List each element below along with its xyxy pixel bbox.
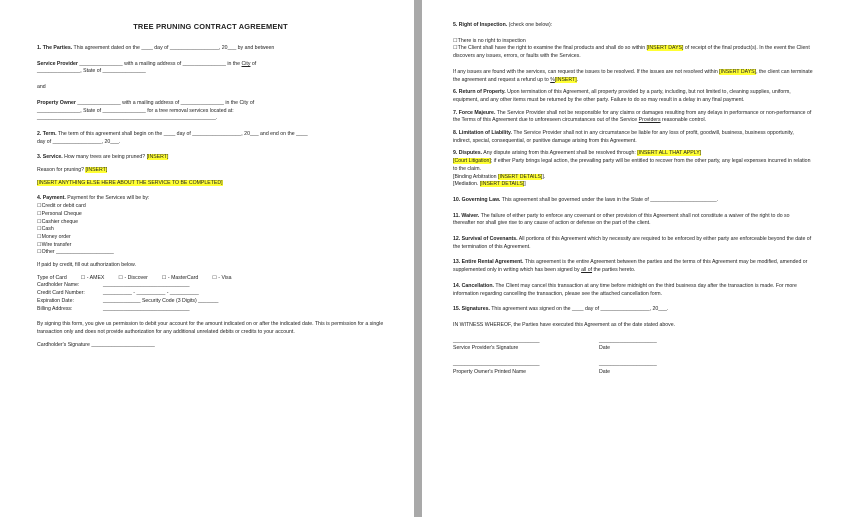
liability-clause: 8. Limitation of Liability. The Service Provider shall not in any circumstance be liable for any loss of profit, goodwill, business, business opportunity, indirect, special, consequential, or punitive damage arising from this Agreement. bbox=[453, 130, 794, 144]
parties-clause: 1. The Parties. This agreement dated on the ____ day of _________________, 20___ by and between bbox=[37, 45, 275, 51]
mediation-option: [Mediation. [INSERT DETAILS]] bbox=[453, 181, 526, 188]
date-field[interactable]: ____________________ bbox=[599, 361, 657, 368]
pruning-reason: Reason for pruning? [INSERT] bbox=[37, 167, 108, 174]
property-owner-line: Property Owner _______________ with a mailing address of _______________ in the City of bbox=[37, 99, 255, 106]
property-owner-name-label: Property Owner's Printed Name bbox=[453, 368, 527, 375]
issues-text: If any issues are found with the services, can request the issues to be resolved. If the issues are not resolved within [INSERT DAYS], the client can terminate the agreement and request a refund up to %[INSERT]. bbox=[453, 68, 813, 83]
governing-law-clause: 10. Governing Law. This agreement shall be governed under the laws in the State of _______________________. bbox=[453, 196, 719, 203]
service-insert-note: [INSERT ANYTHING ELSE HERE ABOUT THE SERVICE TO BE COMPLETED] bbox=[37, 179, 223, 186]
payment-option[interactable]: ☐Credit or debit card bbox=[37, 203, 86, 210]
signatures-clause: 15. Signatures. This agreement was signed on the ____ day of _________________, 20___. bbox=[453, 306, 669, 313]
term-clause-end: day of _________________, 20___. bbox=[37, 138, 121, 145]
signature-labels-row-2 bbox=[453, 369, 813, 377]
card-type-option[interactable]: ☐ - Discover bbox=[118, 274, 148, 281]
payment-option[interactable]: ☐Personal Cheque bbox=[37, 210, 82, 217]
payment-option[interactable]: ☐Cashier cheque bbox=[37, 218, 78, 225]
payment-clause: 4. Payment. Payment for the Services will be by: bbox=[37, 195, 150, 202]
card-number-row: Credit Card Number: __________ - __________ - __________ bbox=[37, 290, 199, 297]
document-page-left bbox=[0, 0, 414, 517]
property-owner-name-field[interactable]: ______________________________ bbox=[453, 361, 540, 368]
payment-option[interactable]: ☐Cash bbox=[37, 226, 54, 233]
authorization-text: By signing this form, you give us permission to debit your account for the amount indicated on or after the indicated date. This is permission for a single transaction only and does not provide authorization for any additional unrelated debits or credits to your account. bbox=[37, 321, 384, 335]
inspection-option[interactable]: ☐The Client shall have the right to examine the final products and shall do so within [INSERT DAYS] of receipt of the final product(s). In the event the Client discovers any issues, errors, or faults with the Services. bbox=[453, 45, 810, 60]
billing-address-field[interactable]: ______________________________ bbox=[103, 305, 190, 312]
property-owner-state: _______________, State of _______________ for a tree removal services located at: bbox=[37, 107, 234, 114]
service-provider-signature-label: Service Provider's Signature bbox=[453, 345, 519, 352]
date-field[interactable]: ____________________ bbox=[599, 337, 657, 344]
cardholder-name-row: Cardholder Name: ______________________________ bbox=[37, 282, 190, 289]
payment-option[interactable]: ☐Money order bbox=[37, 233, 71, 240]
card-type-row bbox=[37, 275, 384, 283]
cardholder-name-field[interactable]: ______________________________ bbox=[103, 282, 190, 289]
cardholder-signature-line[interactable]: Cardholder's Signature ______________________ bbox=[37, 341, 155, 348]
and-text: and bbox=[37, 84, 46, 91]
card-type-option[interactable]: ☐ - AMEX bbox=[80, 274, 105, 281]
service-provider-state: _______________, State of _______________ bbox=[37, 68, 146, 75]
service-provider-line: Service Provider _______________ with a mailing address of _______________ in the City of bbox=[37, 60, 257, 67]
payment-option[interactable]: ☐Wire transfer bbox=[37, 241, 72, 248]
signature-labels-row-1 bbox=[453, 345, 813, 353]
property-owner-address-line: ______________________________________________________________. bbox=[37, 115, 218, 122]
billing-address-row: Billing Address: ______________________________ bbox=[37, 305, 190, 312]
inspection-clause: 5. Right of Inspection. (check one below): bbox=[453, 22, 553, 28]
entire-agreement-clause: 13. Entire Rental Agreement. This agreement is the entire Agreement between the parties and the terms of this Agreement may be modified, amended or supplemented only in writing which has been signed by all of the parties hereto. bbox=[453, 259, 808, 274]
date-label: Date bbox=[599, 345, 610, 352]
court-litigation-option: [Court Litigation]; if either Party brings legal action, the prevailing party will be entitled to recover from the other party, any legal expenses incurred in relation to the claim. bbox=[453, 158, 811, 172]
payment-option[interactable]: ☐Other ____________________ bbox=[37, 249, 114, 256]
signature-lines-row-2 bbox=[453, 361, 813, 369]
force-majeure-clause: 7. Force Majeure. The Service Provider shall not be responsible for any claims or damages resulting from any delays in performance or non-performance of the Terms of this Agreement due to unforeseen circumstances out of the Service Providers reasonable control. bbox=[453, 109, 812, 124]
card-type-option[interactable]: ☐ - MasterCard bbox=[161, 274, 199, 281]
service-clause: 3. Service. How many trees are being pruned? [INSERT] bbox=[37, 154, 169, 161]
return-clause: 6. Return of Property. Upon termination of this Agreement, all property provided by a party, including, but not limited to, cleaning supplies, uniform, equipment, and any other items must be returned by the other party. Failure to do so may result in a delay in any final payment. bbox=[453, 89, 791, 103]
card-type-label: Type of Card bbox=[37, 274, 67, 281]
service-provider-signature-field[interactable]: ______________________________ bbox=[453, 337, 540, 344]
waiver-clause: 11. Waiver. The failure of either party to enforce any covenant or other provision of this Agreement shall not constitute a waiver of the right to do so thereafter nor shall give rise to any cause of action or defense on the part of the client. bbox=[453, 212, 790, 227]
survival-clause: 12. Survival of Covenants. All portions of this Agreement which by necessity are required to be enforced by either party are enforceable beyond the date of the termination of this Agreement. bbox=[453, 236, 812, 250]
disputes-clause: 9. Disputes. Any dispute arising from this Agreement shall be resolved through: [INSERT ALL THAT APPLY] bbox=[453, 150, 702, 157]
inspection-option[interactable]: ☐There is no right to inspection bbox=[453, 37, 526, 44]
witness-statement: IN WITNESS WHEREOF, the Parties have executed this Agreement as of the date stated above. bbox=[453, 321, 676, 328]
credit-intro: If paid by credit, fill out authorization below. bbox=[37, 262, 136, 269]
cancellation-clause: 14. Cancellation. The Client may cancel this transaction at any time before midnight on the third business day after the transaction is made. For more information regarding cancelling the transaction, please see the attached cancellation form. bbox=[453, 282, 797, 297]
card-type-option[interactable]: ☐ - Visa bbox=[212, 274, 232, 281]
expiration-row: Expiration Date: _____________ Security Code (3 Digits) _______ bbox=[37, 297, 219, 304]
binding-arbitration-option: [Binding Arbitration [INSERT DETAILS]]. bbox=[453, 173, 546, 180]
document-title: TREE PRUNING CONTRACT AGREEMENT bbox=[133, 22, 288, 31]
card-number-field[interactable]: __________ - __________ - __________ bbox=[103, 290, 199, 297]
expiration-field[interactable]: _____________ Security Code (3 Digits) _______ bbox=[103, 297, 219, 304]
date-label: Date bbox=[599, 368, 610, 375]
term-clause: 2. Term. The term of this agreement shall begin on the ____ day of _________________, 20___ and end on the ____ bbox=[37, 130, 308, 137]
signature-lines-row-1 bbox=[453, 338, 813, 346]
document-page-right bbox=[422, 0, 849, 517]
